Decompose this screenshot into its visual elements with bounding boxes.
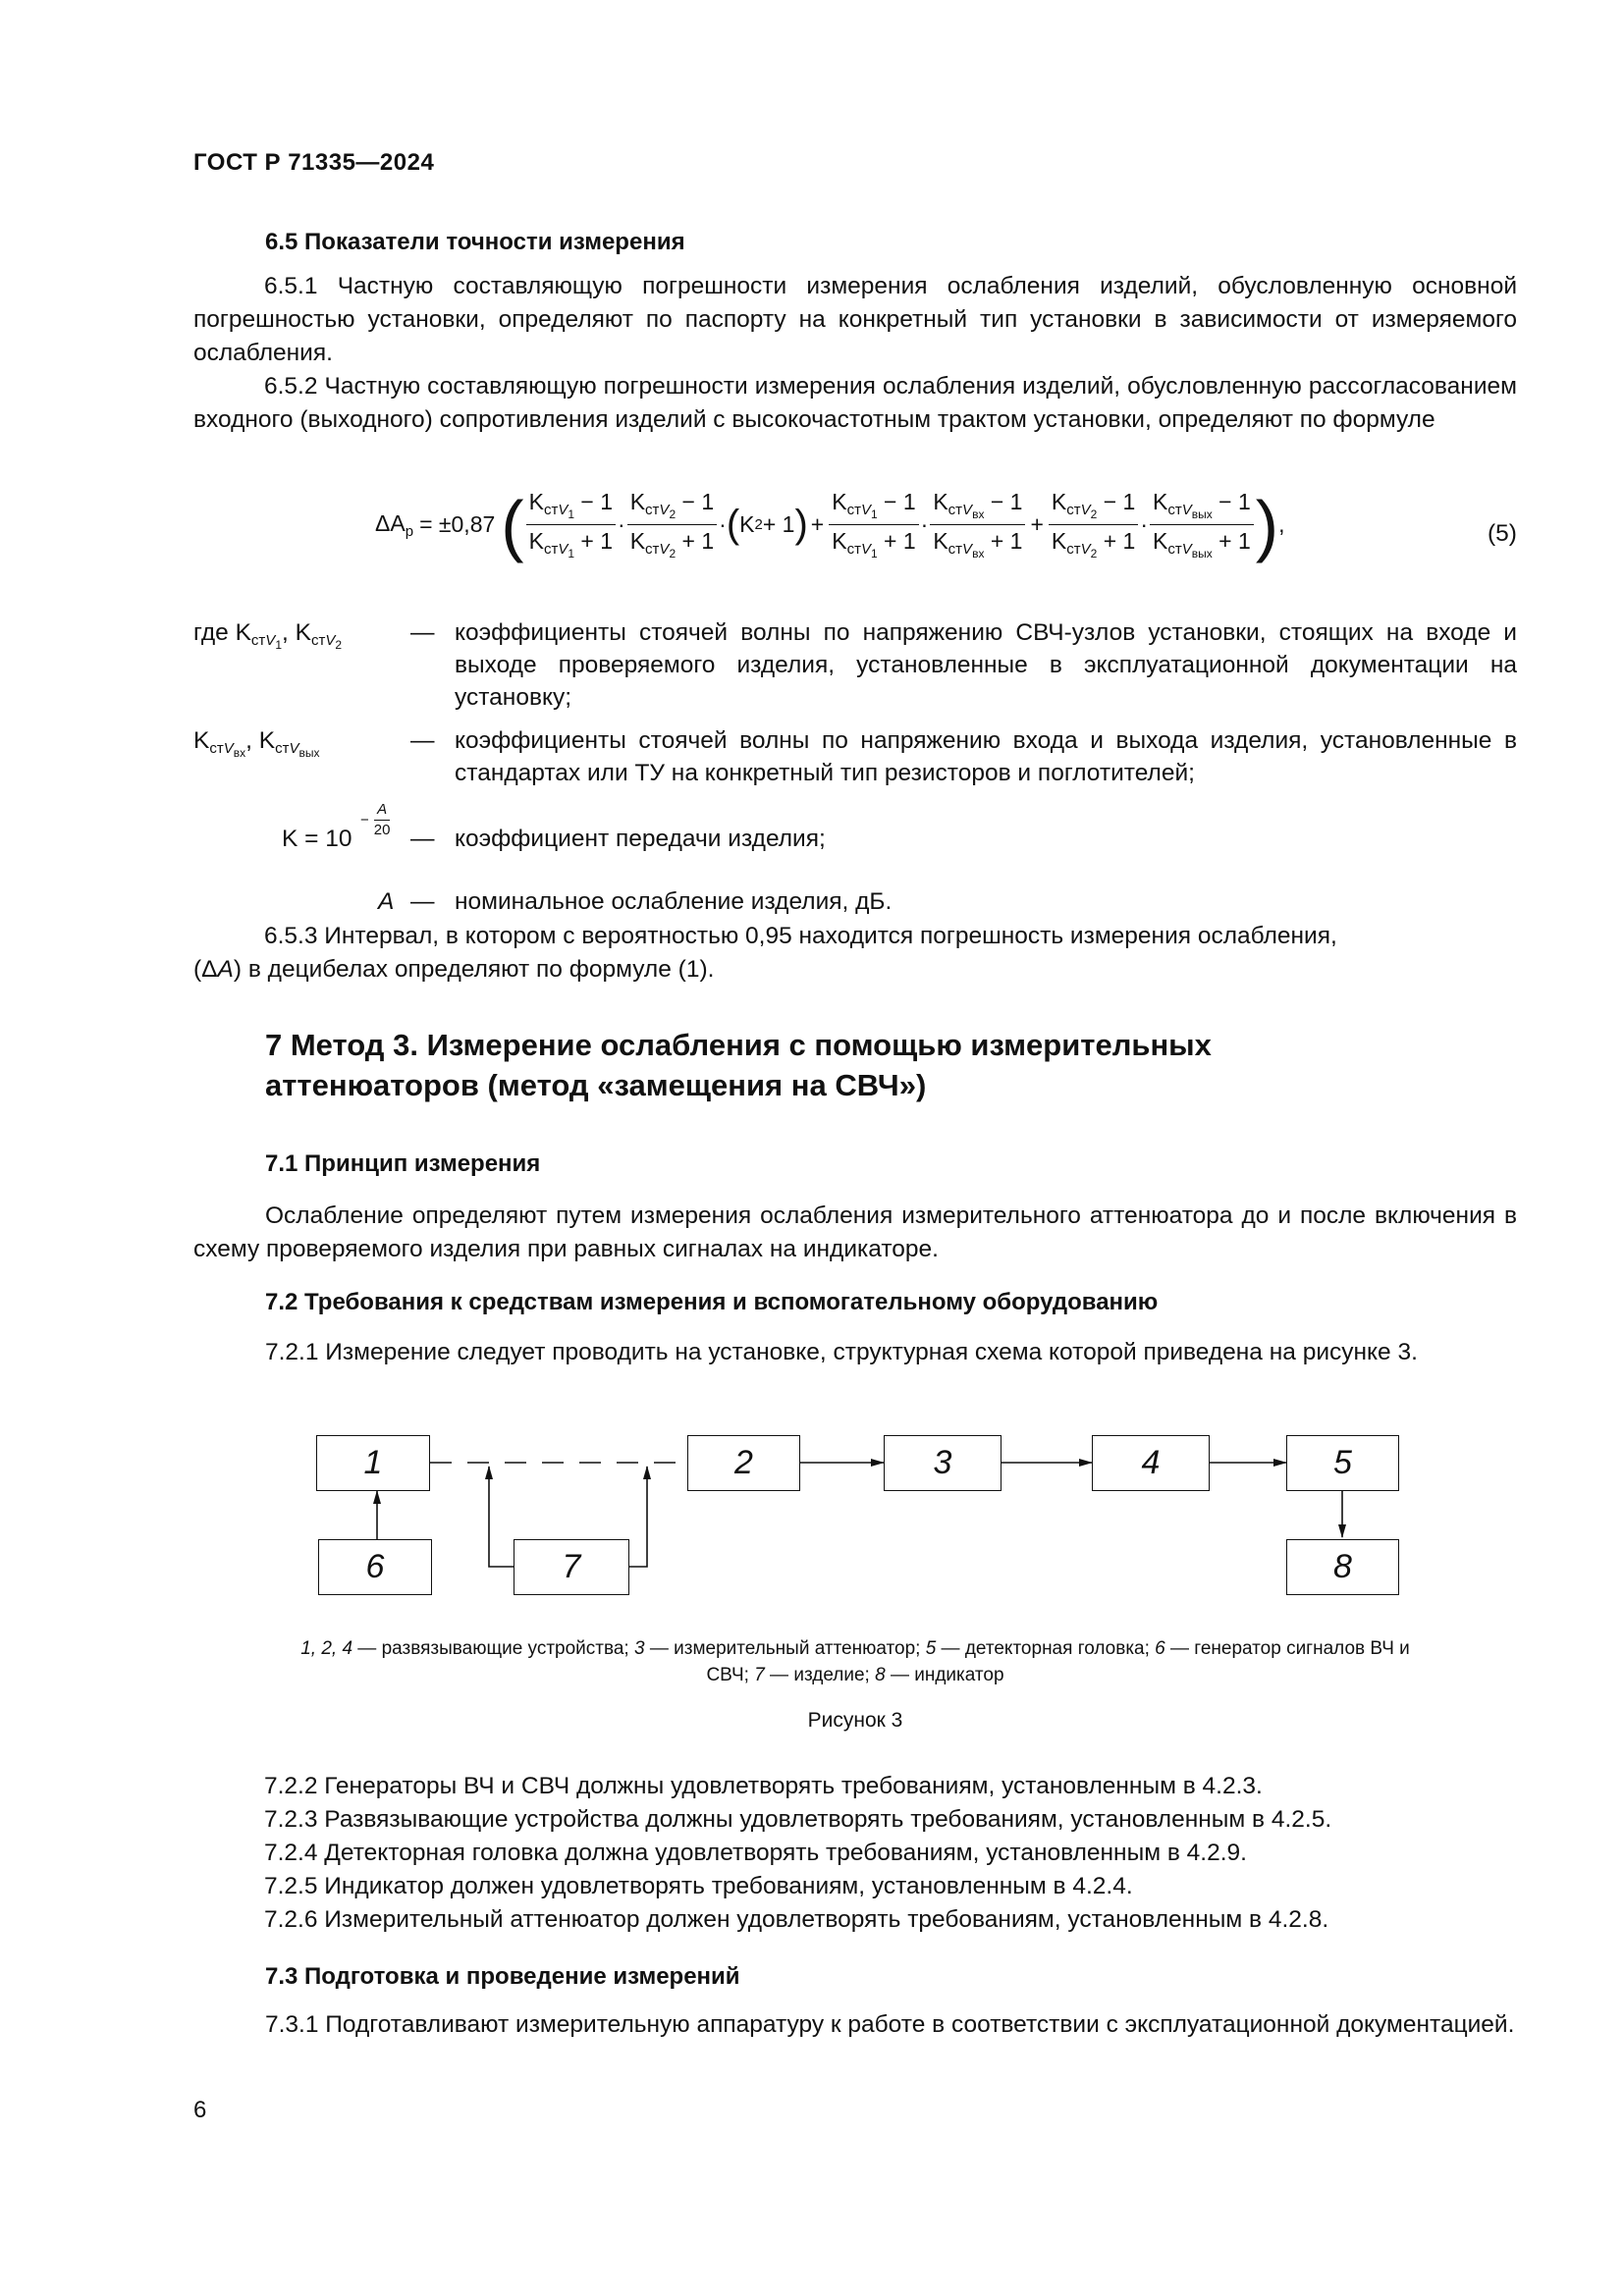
section-7-3-title: 7.3 Подготовка и проведение измерений — [265, 1963, 740, 1990]
paragraph-6-5-1: 6.5.1 Частную составляющую погрешности измерения ослабления изделий, обусловленную основной погрешностью установки, определяют по паспорту на конкретный тип установки в зависимости от измеряемого ослабления. — [193, 273, 1517, 366]
def-desc-3: коэффициент передачи изделия; — [455, 826, 826, 852]
list-item: 7.2.6 Измерительный аттенюатор должен удовлетворять требованиям, установленным в 4.2.8. — [264, 1906, 1329, 1933]
figure-caption-line1: 1, 2, 4 — развязывающие устройства; 3 — измерительный аттенюатор; 5 — детекторная головка; 6 — генератор сигналов ВЧ и — [300, 1638, 1410, 1659]
arrow-7-left — [489, 1467, 514, 1567]
diagram-box-6: 6 — [318, 1539, 432, 1595]
list-item: 7.2.4 Детекторная головка должна удовлетворять требованиям, установленным в 4.2.9. — [264, 1840, 1247, 1866]
formula-coef: = ±0,87 — [419, 511, 496, 537]
arrow-7-right — [629, 1467, 647, 1567]
figure-caption-line2: СВЧ; 7 — изделие; 8 — индикатор — [706, 1665, 1004, 1685]
formula-paren-k-close: ) — [794, 503, 808, 546]
diagram-box-5: 5 — [1286, 1435, 1399, 1491]
formula-frac-5: $\frac{K_{стV_2} - 1}{K_{стV_2} + 1}$ — [1049, 489, 1138, 561]
figure-caption — [193, 1635, 1517, 1688]
document-header: ГОСТ Р 71335—2024 — [193, 149, 435, 176]
formula-k: K — [739, 511, 755, 537]
def-desc-2: коэффициенты стоячей волны по напряжению входа и выхода изделия, установленные в стандартах или ТУ на конкретный тип резисторов и поглотителей; — [455, 727, 1517, 786]
list-item: 7.2.5 Индикатор должен удовлетворять требованиям, установленным в 4.2.4. — [264, 1873, 1133, 1899]
diagram-box-2: 2 — [687, 1435, 800, 1491]
figure-label: Рисунок 3 — [807, 1709, 903, 1732]
formula-dot: · — [920, 511, 929, 537]
formula-end-comma: , — [1278, 511, 1285, 537]
formula-plus: + — [1030, 511, 1044, 537]
formula-k-square: 2 — [754, 516, 763, 533]
def-dash-4: — — [410, 888, 435, 915]
formula-dot: · — [618, 511, 625, 537]
section-7-2-title: 7.2 Требования к средствам измерения и вспомогательному оборудованию — [265, 1289, 1159, 1315]
diagram-box-8: 8 — [1286, 1539, 1399, 1595]
formula-plus: + — [810, 511, 825, 537]
def-desc-4: номинальное ослабление изделия, дБ. — [455, 888, 893, 915]
formula-frac-4: $\frac{K_{стV_{вх}} - 1}{K_{стV_{вх}} + 1}$ — [930, 489, 1025, 561]
def-term-3: K = 10 — [282, 826, 352, 852]
formula-dot: · — [719, 511, 727, 537]
formula-k-plus1: + 1 — [762, 511, 795, 537]
formula-dot: · — [1140, 511, 1148, 537]
formula-5: $\Delta A_p$ = ±0,87 ( $\frac{K_{стV_1} - 1}{K_{стV_1} + 1}$ · $\frac{K_{стV_2} - 1}{K_{стV_2} + 1}$ · ( K 2 + 1 ) + $\frac{K_{стV_1} - 1}{K_{стV_1} + 1}$ · $\frac{K_{стV_{вх}} - 1}{K_{стV_{вх}} + 1}$ + $\frac{K_{стV_2} - 1}{K_{стV_2} + 1}$ · $\frac{K_{стV_{вых}} - 1}{K_{стV_{вых}} + 1}$ ) , — [375, 486, 1285, 563]
def-term-2: $K_{стV_{вх}}$, $K_{стV_{вых}}$ — [193, 727, 320, 760]
diagram-box-3: 3 — [884, 1435, 1001, 1491]
requirements-list — [264, 1770, 1517, 1937]
diagram-box-1: 1 — [316, 1435, 430, 1491]
def-dash-1: — — [410, 619, 435, 646]
def-dash-3: — — [410, 826, 435, 852]
section-7-1-title: 7.1 Принцип измерения — [265, 1150, 541, 1177]
diagram-box-4: 4 — [1092, 1435, 1210, 1491]
page-number: 6 — [193, 2097, 207, 2123]
list-item: 7.2.2 Генераторы ВЧ и СВЧ должны удовлетворять требованиям, установленным в 4.2.3. — [264, 1773, 1263, 1799]
def-term-3-exponent: − $\frac{A}{20}$ — [360, 801, 391, 838]
section-6-5-title: 6.5 Показатели точности измерения — [265, 229, 685, 255]
def-desc-1: коэффициенты стоячей волны по напряжению СВЧ-узлов установки, стоящих на входе и выходе проверяемого изделия, установленные в эксплуатационной документации на установку; — [455, 619, 1517, 711]
paragraph-6-5-3-line2: (ΔA) в децибелах определяют по формуле (1). — [193, 956, 715, 983]
formula-frac-3: $\frac{K_{стV_1} - 1}{K_{стV_1} + 1}$ — [829, 489, 918, 561]
paragraph-7-3-1: 7.3.1 Подготавливают измерительную аппаратуру к работе в соответствии с эксплуатационной документацией. — [265, 2011, 1515, 2038]
formula-frac-2: $\frac{K_{стV_2} - 1}{K_{стV_2} + 1}$ — [627, 489, 717, 561]
list-item: 7.2.3 Развязывающие устройства должны удовлетворять требованиям, установленным в 4.2.5. — [264, 1806, 1332, 1833]
formula-frac-1: $\frac{K_{стV_1} - 1}{K_{стV_1} + 1}$ — [526, 489, 616, 561]
diagram-box-7: 7 — [514, 1539, 629, 1595]
paragraph-7-1: Ослабление определяют путем измерения ослабления измерительного аттенюатора до и после включения в схему проверяемого изделия при равных сигналах на индикаторе. — [193, 1202, 1517, 1262]
def-term-4: A — [378, 888, 395, 915]
formula-number: (5) — [1488, 520, 1517, 547]
section-7-title: 7 Метод 3. Измерение ослабления с помощью измерительных аттенюаторов (метод «замещения на СВЧ») — [265, 1028, 1212, 1102]
def-dash-2: — — [410, 727, 435, 754]
paragraph-7-2-1: 7.2.1 Измерение следует проводить на установке, структурная схема которой приведена на рисунке 3. — [265, 1339, 1418, 1365]
formula-lhs: $\Delta A_p$ — [375, 509, 414, 540]
paragraph-6-5-3-line1: 6.5.3 Интервал, в котором с вероятностью 0,95 находится погрешность измерения ослабления, — [264, 923, 1337, 949]
paragraph-6-5-2: 6.5.2 Частную составляющую погрешности измерения ослабления изделий, обусловленную рассогласованием входного (выходного) сопротивления изделий с высокочастотным трактом установки, определяют по формуле — [193, 373, 1517, 433]
formula-paren-k-open: ( — [726, 503, 740, 546]
def-term-1: где $K_{стV_1}$, $K_{стV_2}$ — [193, 619, 343, 652]
formula-frac-6: $\frac{K_{стV_{вых}} - 1}{K_{стV_{вых}} + 1}$ — [1150, 489, 1254, 561]
